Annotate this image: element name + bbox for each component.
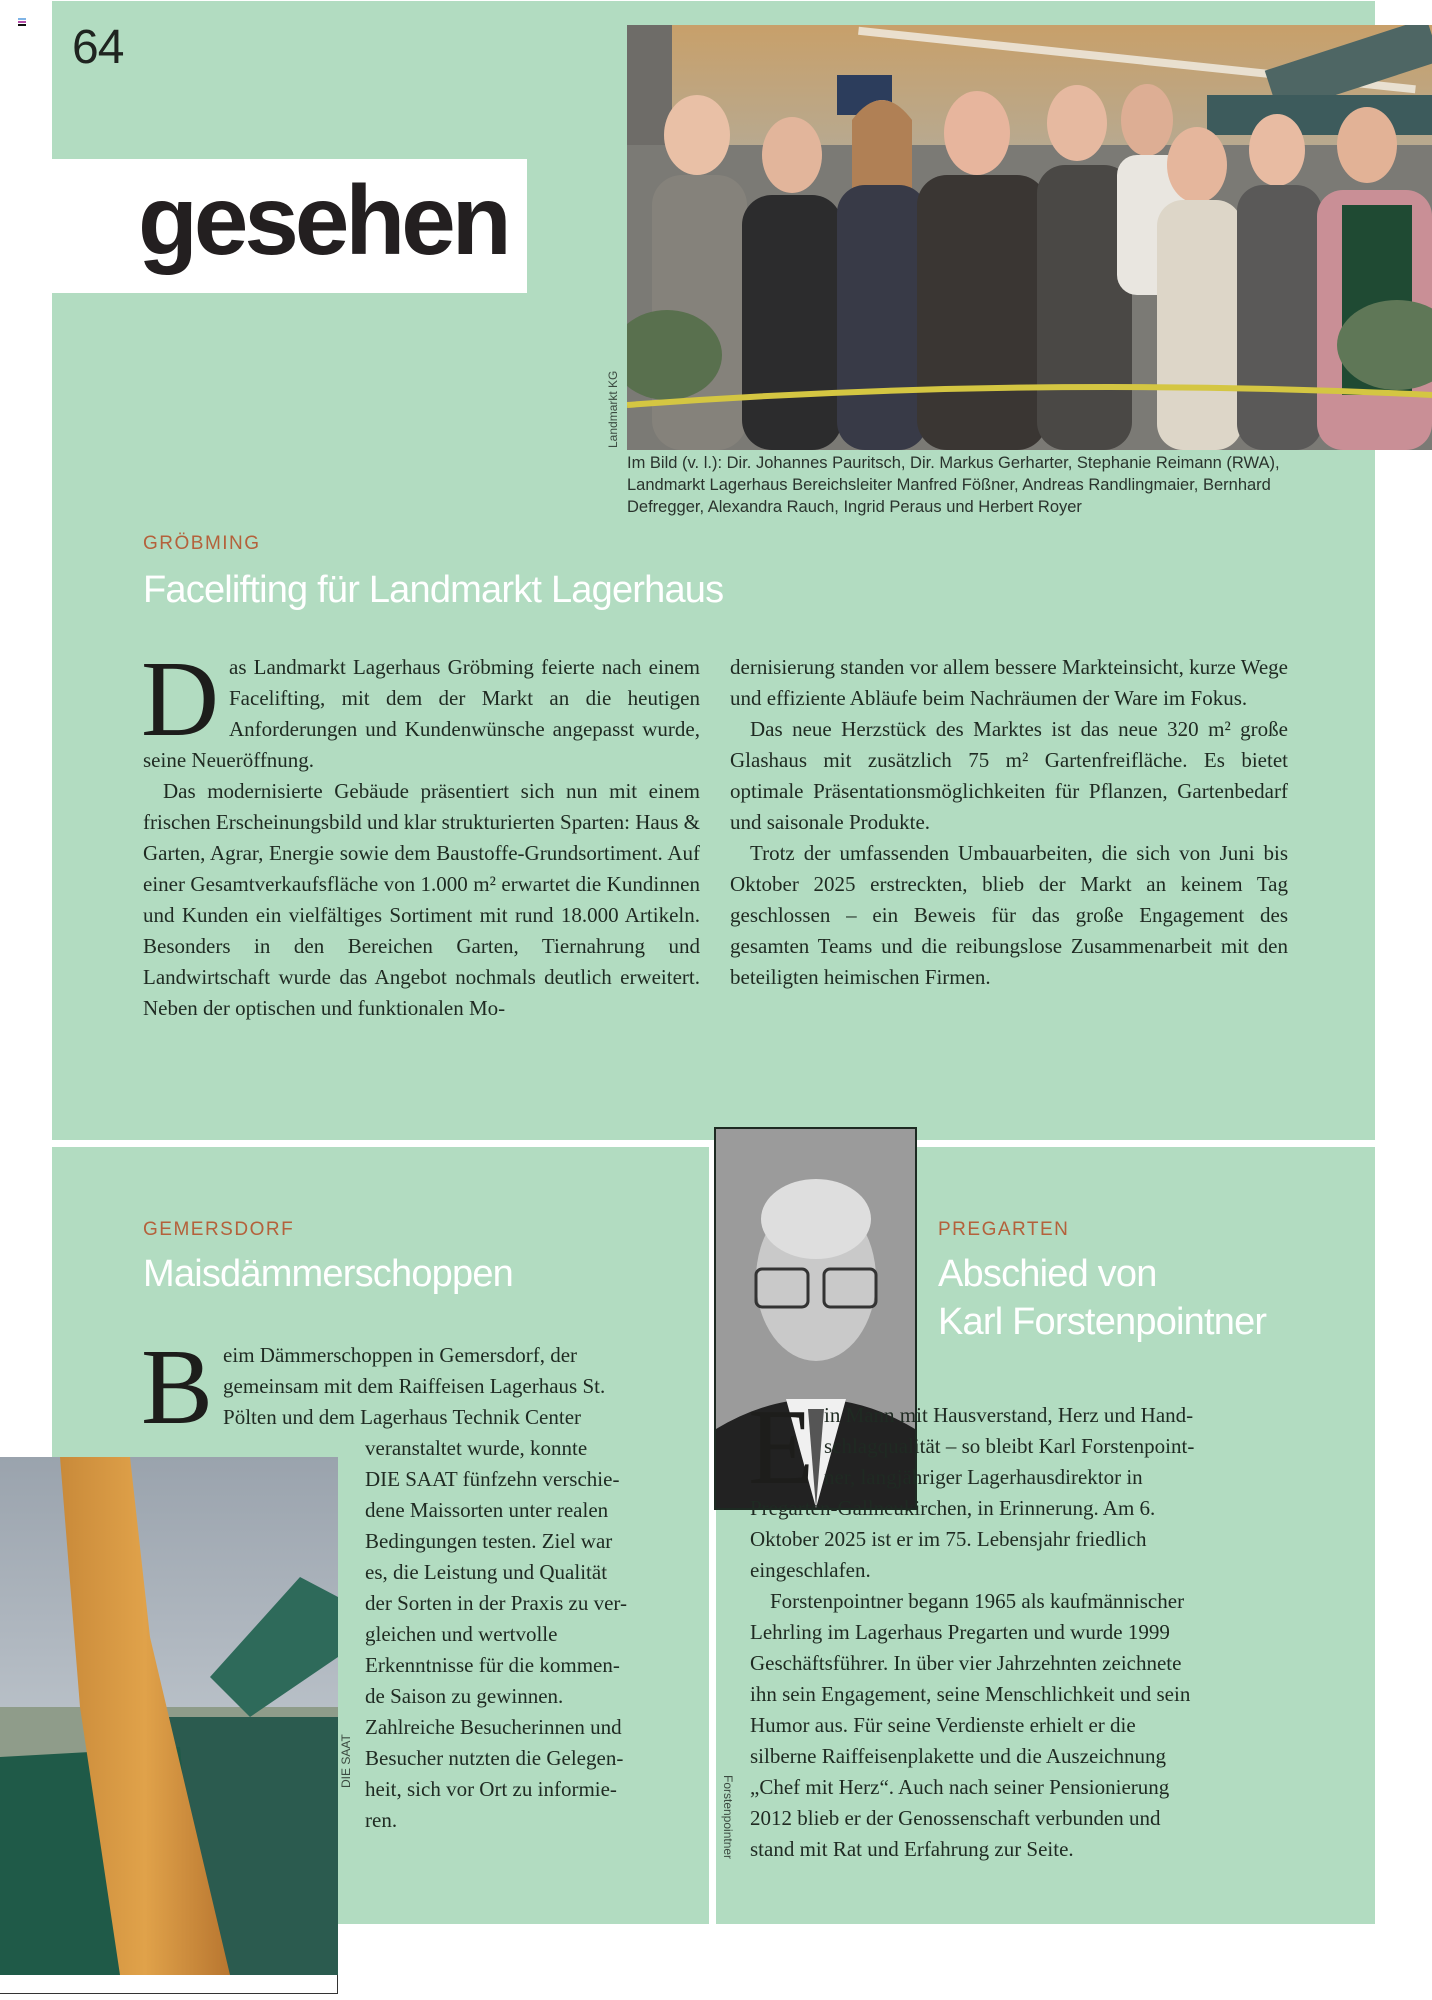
corn-harvest-photo-illustration (0, 1457, 338, 1975)
text-line: ren. (365, 1808, 398, 1832)
article1-paragraph: Das neue Herzstück des Marktes ist das neue 320 m² große Glashaus mit zusätzlich 75 m² Gartenfreifläche. Es bietet optimale Präsentationsmöglichkeiten für Pflanzen, Gartenbedarf und saisonale Produkte. (730, 717, 1288, 834)
article1-paragraph: as Landmarkt Lagerhaus Gröbming feierte nach einem Facelifting, mit dem der Markt an die heutigen Anforderungen und Kundenwünsche angepasst wurde, seine Neueröffnung. (143, 655, 700, 772)
article1-column-2 (730, 652, 1288, 993)
text-line: gleichen und wertvolle (365, 1622, 558, 1646)
article2-kicker: GEMERSDORF (143, 1219, 295, 1240)
text-line: eim Dämmerschoppen in Gemersdorf, der (223, 1343, 578, 1367)
text-line: veranstaltet wurde, konnte (365, 1436, 588, 1460)
text-line: Erkenntnisse für die kommen- (365, 1653, 620, 1677)
text-line: ihn sein Engagement, seine Menschlichkeit und sein (750, 1682, 1191, 1706)
page-number: 64 (72, 21, 124, 74)
text-line: „Chef mit Herz“. Auch nach seiner Pensionierung (750, 1775, 1170, 1799)
text-line: Lehrling im Lagerhaus Pregarten und wurde 1999 (750, 1620, 1170, 1644)
text-line: in Mann mit Hausverstand, Herz und Hand- (823, 1403, 1194, 1427)
corn-photo-border-right (337, 1975, 338, 1994)
text-line: stand mit Rat und Erfahrung zur Seite. (750, 1837, 1074, 1861)
text-line: Oktober 2025 ist er im 75. Lebensjahr friedlich (750, 1527, 1147, 1551)
text-line: Pregarten-Gallneukirchen, in Erinnerung. Am 6. (750, 1496, 1156, 1520)
ribbon-cutting-photo-illustration (627, 25, 1432, 450)
section-title: gesehen (138, 165, 508, 275)
article3-body (748, 1388, 1310, 1865)
article3-kicker: PREGARTEN (938, 1219, 1070, 1240)
dropcap-d: D (141, 640, 219, 759)
corn-photo-border (0, 1993, 338, 1994)
text-line: schlagqualität – so bleibt Karl Forstenpoint- (823, 1434, 1195, 1458)
text-line: Forstenpointner begann 1965 als kaufmännischer (770, 1589, 1185, 1613)
photo-caption: Im Bild (v. l.): Dir. Johannes Pauritsch, Dir. Markus Gerharter, Stephanie Reimann (RWA), Landmarkt Lagerhaus Bereichsleiter Manfred Fößner, Andreas Randlingmaier, Bernhard Defregger, Alexandra Rauch, Ingrid Peraus und Herbert Royer (627, 454, 1280, 516)
article2-body-narrow (365, 1433, 695, 1836)
text-line: de Saison zu gewinnen. (365, 1684, 564, 1708)
text-line: Besucher nutzten die Gelegen- (365, 1746, 624, 1770)
text-line: Humor aus. Für seine Verdienste erhielt er die (750, 1713, 1136, 1737)
article1-headline: Facelifting für Landmarkt Lagerhaus (143, 569, 724, 611)
article2-headline: Maisdämmerschoppen (143, 1253, 513, 1295)
text-line: ner, langjähriger Lagerhausdirektor in (823, 1465, 1143, 1489)
photo-credit-forstenpointner: Forstenpointner (721, 1775, 735, 1860)
corn-harvest-photo (0, 1457, 338, 1975)
article3-headline-line1: Abschied von (938, 1253, 1157, 1295)
text-line: gemeinsam mit dem Raiffeisen Lagerhaus St. (223, 1374, 606, 1398)
text-line: DIE SAAT fünfzehn verschie- (365, 1467, 620, 1491)
text-line: 2012 blieb er der Genossenschaft verbunden und (750, 1806, 1161, 1830)
article2-intro (141, 1328, 703, 1447)
photo-credit-landmarkt: Landmarkt KG (606, 370, 620, 448)
article3-headline-line2: Karl Forstenpointner (938, 1301, 1267, 1343)
article1-paragraph: Das modernisierte Gebäude präsentiert sich nun mit einem frischen Erscheinungsbild und klar strukturierten Sparten: Haus & Garten, Agrar, Energie sowie dem Baustoffe-Grundsortiment. Auf einer Gesamtverkaufsfläche von 1.000 m² erwartet die Kundinnen und Kunden ein vielfältiges Sortiment mit rund 18.000 Artikeln. Besonders in den Bereichen Garten, Tiernahrung und Landwirtschaft wurde das Angebot nochmals deutlich erweitert. Neben der optischen und funktionalen Mo- (143, 779, 700, 1020)
article1-paragraph: dernisierung standen vor allem bessere Markteinsicht, kurze Wege und effiziente Abläufe beim Nachräumen der Ware im Fokus. (730, 655, 1288, 710)
dropcap-e: E (748, 1388, 814, 1507)
text-line: der Sorten in der Praxis zu ver- (365, 1591, 627, 1615)
text-line: Bedingungen testen. Ziel war (365, 1529, 613, 1553)
print-registration-mark (18, 18, 26, 28)
text-line: heit, sich vor Ort zu informie- (365, 1777, 617, 1801)
article1-column-1 (141, 640, 700, 1024)
text-line: silberne Raiffeisenplakette und die Auszeichnung (750, 1744, 1166, 1768)
text-line: eingeschlafen. (750, 1558, 871, 1582)
ribbon-cutting-photo (627, 25, 1432, 450)
text-line: Geschäftsführer. In über vier Jahrzehnten zeichnete (750, 1651, 1182, 1675)
text-line: Pölten und dem Lagerhaus Technik Center (223, 1405, 582, 1429)
text-line: dene Maissorten unter realen (365, 1498, 609, 1522)
text-line: es, die Leistung und Qualität (365, 1560, 608, 1584)
photo-credit-die-saat: DIE SAAT (339, 1734, 353, 1788)
article1-paragraph: Trotz der umfassenden Umbauarbeiten, die sich von Juni bis Oktober 2025 erstreckten, blieb der Markt an keinem Tag geschlossen – ein Beweis für das große Engagement des gesamten Teams und die reibungslose Zusammenarbeit mit den beteiligten heimischen Firmen. (730, 841, 1288, 989)
article1-kicker: GRÖBMING (143, 533, 261, 554)
section-title-box (52, 159, 527, 293)
dropcap-b: B (141, 1328, 214, 1447)
text-line: Zahlreiche Besucherinnen und (365, 1715, 622, 1739)
